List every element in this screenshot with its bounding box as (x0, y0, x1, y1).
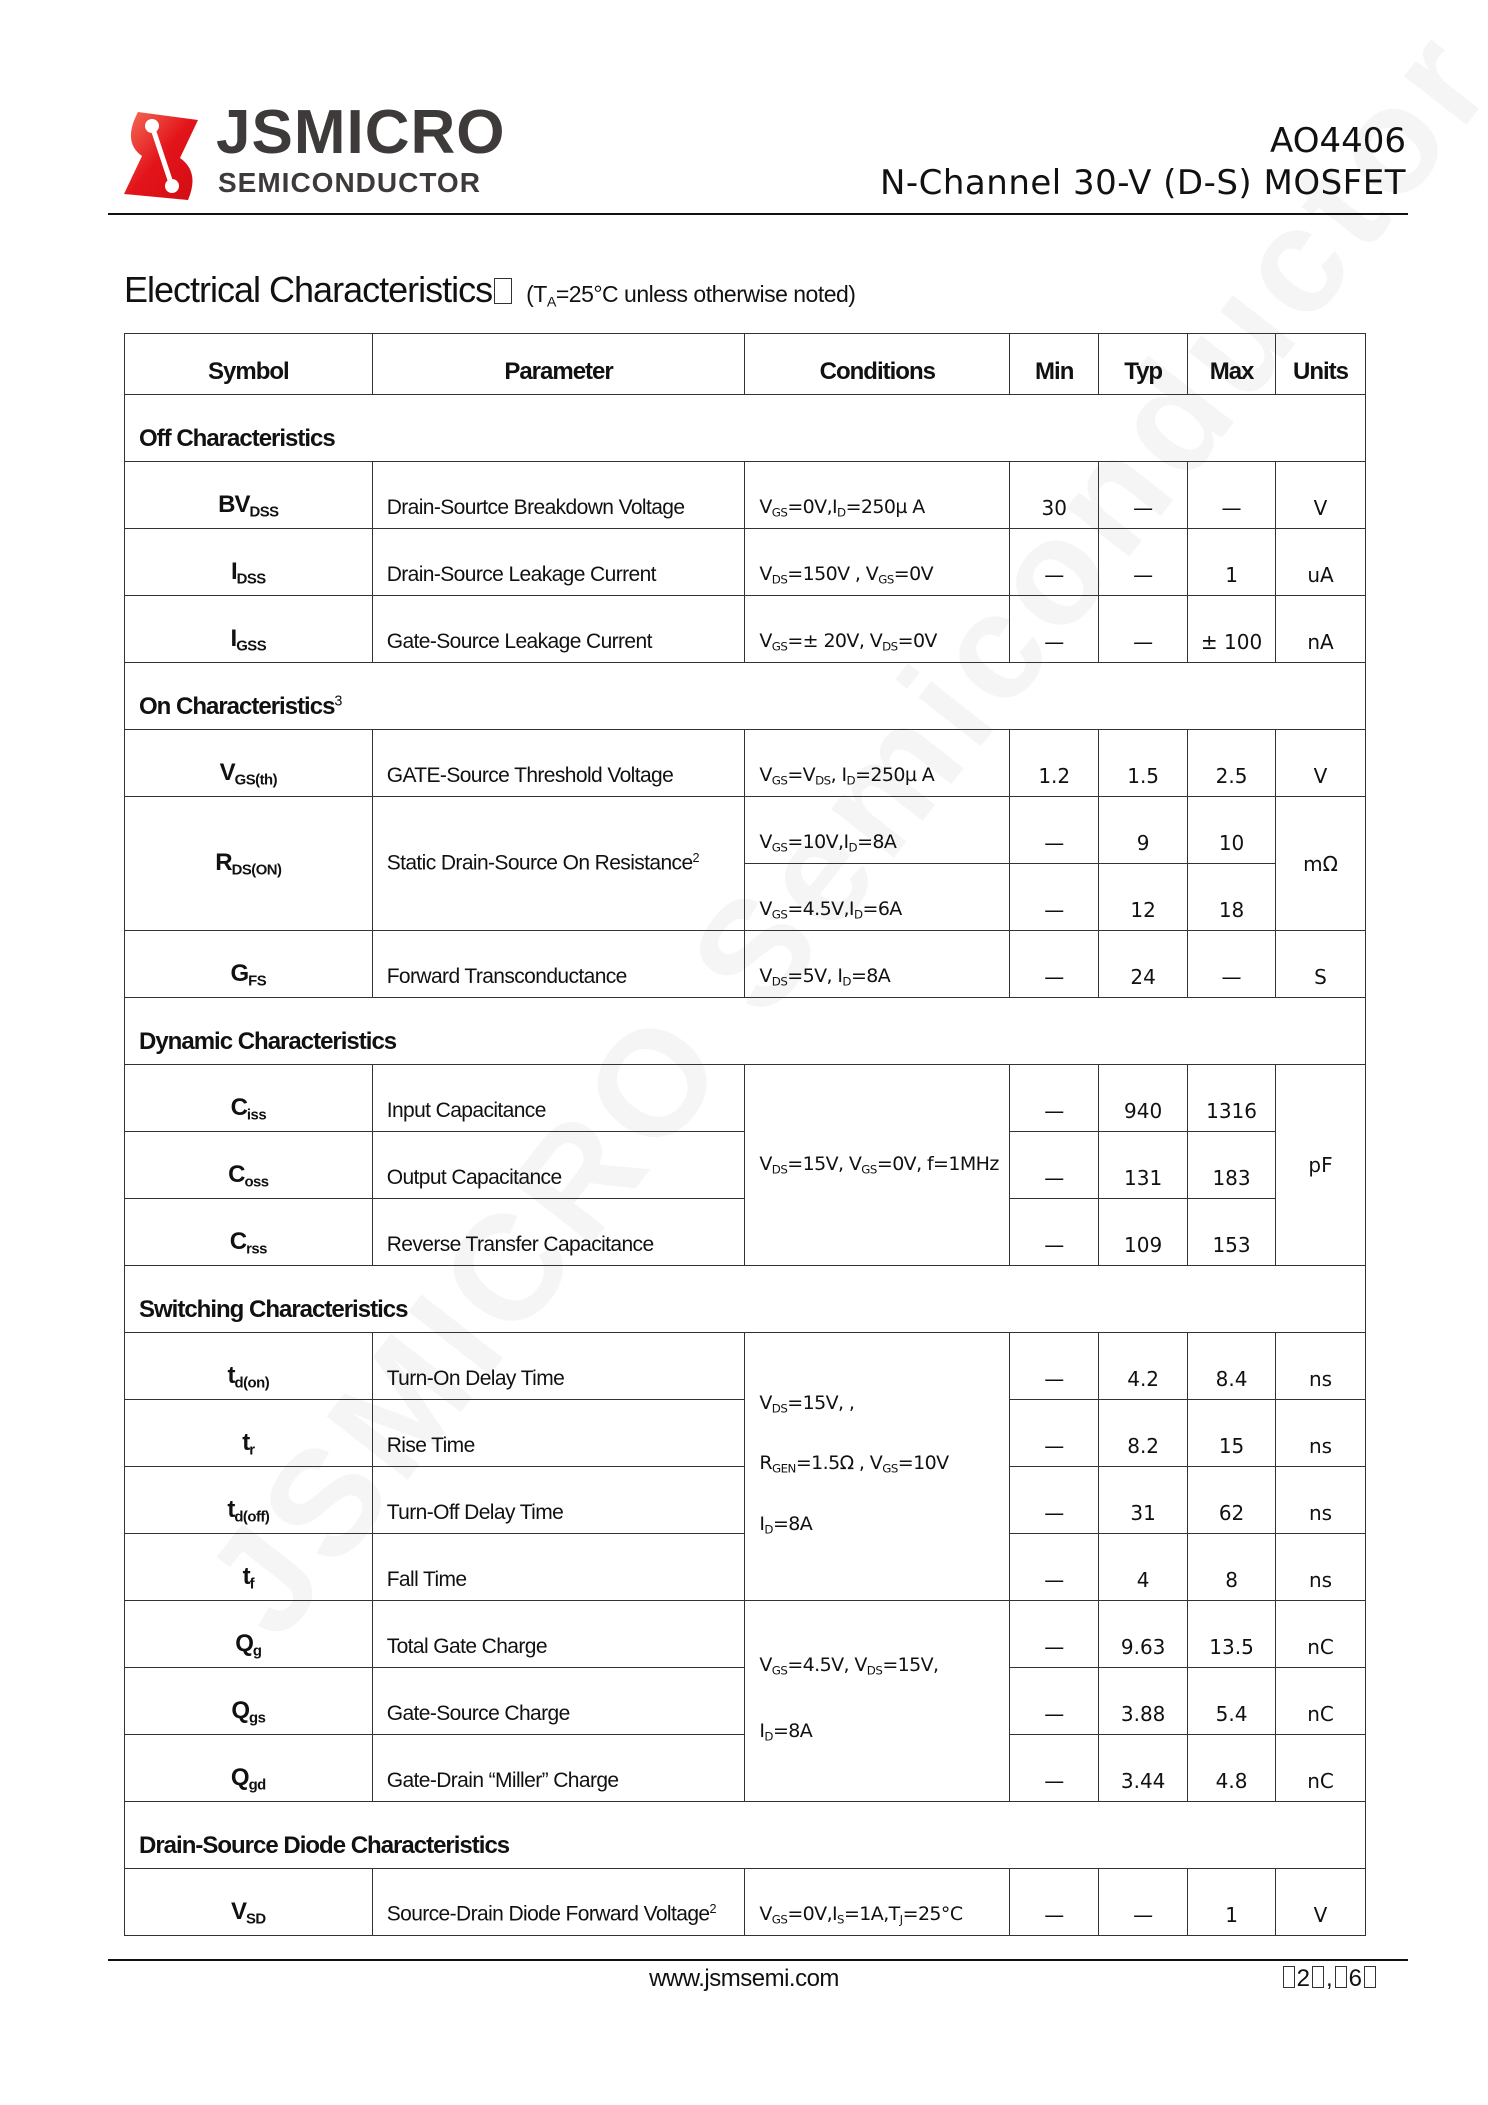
symbol-cell: $t_{d(on)}$ (125, 1333, 373, 1400)
parameter-cell: Drain-Sourtce Breakdown Voltage (372, 462, 745, 529)
group-off (125, 395, 1366, 462)
unit-cell: V (1276, 1869, 1366, 1936)
max-cell: 1316 (1188, 1065, 1276, 1132)
parameter-cell: Gate-Drain “Miller” Charge (372, 1735, 745, 1802)
min-cell: — (1010, 931, 1099, 998)
max-cell: 1 (1188, 1869, 1276, 1936)
unit-cell: nC (1276, 1735, 1366, 1802)
group-label: On Characteristics$^3$ (125, 663, 1366, 730)
conditions-cell: $V_{GS}=0V,I_S=1A,T_J=25^\circ C$ (745, 1869, 1010, 1936)
company-logo (120, 98, 506, 206)
max-cell: 1 (1188, 529, 1276, 596)
parameter-cell: Rise Time (372, 1400, 745, 1467)
unit-cell: ns (1276, 1534, 1366, 1601)
typ-cell: 4.2 (1099, 1333, 1188, 1400)
col-header-min: Min (1010, 334, 1099, 395)
missing-glyph-icon (1312, 1966, 1324, 1988)
min-cell: — (1010, 1534, 1099, 1601)
parameter-cell: Static Drain-Source On Resistance$^2$ (372, 797, 745, 931)
symbol-cell: $R_{DS(ON)}$ (125, 797, 373, 931)
typ-cell: 4 (1099, 1534, 1188, 1601)
min-cell: — (1010, 1065, 1099, 1132)
unit-cell: nC (1276, 1601, 1366, 1668)
max-cell: 183 (1188, 1132, 1276, 1199)
parameter-cell: Gate-Source Charge (372, 1668, 745, 1735)
min-cell: — (1010, 864, 1099, 931)
section-note: ($T_A=25^\circ C$ unless otherwise noted) (526, 281, 856, 311)
conditions-cell: $V_{GS}=4.5V,I_D=6A$ (745, 864, 1010, 931)
part-description: N-Channel 30-V (D-S) MOSFET (879, 163, 1406, 203)
min-cell: — (1010, 1333, 1099, 1400)
parameter-cell: Source-Drain Diode Forward Voltage$^2$ (372, 1869, 745, 1936)
max-cell: 153 (1188, 1199, 1276, 1266)
footer-website: www.jsmsemi.com (649, 1965, 839, 1992)
group-switching (125, 1266, 1366, 1333)
page-number: 2 , 6 (1281, 1965, 1378, 1993)
brand-subtitle: SEMICONDUCTOR (218, 167, 481, 198)
conditions-cell: $V_{GS}=10V,I_D=8A$ (745, 797, 1010, 864)
table-header-row (125, 334, 1366, 395)
symbol-cell: $C_{rss}$ (125, 1199, 373, 1266)
symbol-cell: $Q_{gd}$ (125, 1735, 373, 1802)
table-row (125, 596, 1366, 663)
table-row (125, 1065, 1366, 1132)
missing-glyph-icon (1335, 1966, 1347, 1988)
min-cell: — (1010, 529, 1099, 596)
unit-cell: ns (1276, 1400, 1366, 1467)
table-row (125, 730, 1366, 797)
group-label: Dynamic Characteristics (125, 998, 1366, 1065)
typ-cell: 3.44 (1099, 1735, 1188, 1802)
max-cell: 4.8 (1188, 1735, 1276, 1802)
conditions-cell: $V_{GS}=V_{DS}$, $I_D=250\mu$ A (745, 730, 1010, 797)
typ-cell: 940 (1099, 1065, 1188, 1132)
min-cell: — (1010, 1735, 1099, 1802)
typ-cell: 109 (1099, 1199, 1188, 1266)
parameter-cell: Gate-Source Leakage Current (372, 596, 745, 663)
max-cell: — (1188, 931, 1276, 998)
typ-cell: — (1099, 529, 1188, 596)
jsmicro-s-logo-icon (120, 106, 202, 204)
typ-cell: 12 (1099, 864, 1188, 931)
min-cell: 1.2 (1010, 730, 1099, 797)
group-diode (125, 1802, 1366, 1869)
section-title-text: Electrical Characteristics (124, 269, 493, 310)
max-cell: ± 100 (1188, 596, 1276, 663)
typ-cell: — (1099, 596, 1188, 663)
unit-cell: nC (1276, 1668, 1366, 1735)
conditions-cell: $V_{GS}=0V,I_D=250\mu$ A (745, 462, 1010, 529)
table-row (125, 797, 1366, 864)
unit-cell: nA (1276, 596, 1366, 663)
conditions-cell: $V_{DS}=15V$, $V_{GS}=0V$, f=1MHz (745, 1065, 1010, 1266)
table-row (125, 462, 1366, 529)
symbol-cell: $t_r$ (125, 1400, 373, 1467)
group-on (125, 663, 1366, 730)
parameter-cell: Reverse Transfer Capacitance (372, 1199, 745, 1266)
unit-cell: V (1276, 462, 1366, 529)
part-number: AO4406 (1270, 121, 1406, 161)
typ-cell: — (1099, 1869, 1188, 1936)
group-label: Drain-Source Diode Characteristics (125, 1802, 1366, 1869)
table-row (125, 1601, 1366, 1668)
col-header-parameter: Parameter (372, 334, 745, 395)
typ-cell: 131 (1099, 1132, 1188, 1199)
max-cell: 8 (1188, 1534, 1276, 1601)
unit-cell: ns (1276, 1467, 1366, 1534)
col-header-typ: Typ (1099, 334, 1188, 395)
group-dynamic (125, 998, 1366, 1065)
min-cell: — (1010, 596, 1099, 663)
missing-glyph-icon (1364, 1966, 1376, 1988)
electrical-characteristics-table (124, 333, 1366, 1936)
symbol-cell: $G_{FS}$ (125, 931, 373, 998)
parameter-cell: Input Capacitance (372, 1065, 745, 1132)
max-cell: 13.5 (1188, 1601, 1276, 1668)
typ-cell: 8.2 (1099, 1400, 1188, 1467)
conditions-cell: $V_{DS}=15V$, , $R_{GEN}=1.5\Omega$ , $V_{GS}=10V$ $I_D=8A$ (745, 1333, 1010, 1601)
symbol-cell: $I_{DSS}$ (125, 529, 373, 596)
typ-cell: 1.5 (1099, 730, 1188, 797)
header-divider (108, 213, 1408, 215)
parameter-cell: GATE-Source Threshold Voltage (372, 730, 745, 797)
col-header-max: Max (1188, 334, 1276, 395)
conditions-cell: $V_{DS}=150V$ , $V_{GS}=0V$ (745, 529, 1010, 596)
min-cell: — (1010, 1400, 1099, 1467)
group-label: Off Characteristics (125, 395, 1366, 462)
max-cell: 2.5 (1188, 730, 1276, 797)
max-cell: — (1188, 462, 1276, 529)
min-cell: — (1010, 1601, 1099, 1668)
min-cell: — (1010, 797, 1099, 864)
symbol-cell: $V_{SD}$ (125, 1869, 373, 1936)
max-cell: 5.4 (1188, 1668, 1276, 1735)
max-cell: 8.4 (1188, 1333, 1276, 1400)
footer-divider (108, 1959, 1408, 1961)
max-cell: 62 (1188, 1467, 1276, 1534)
col-header-symbol: Symbol (125, 334, 373, 395)
min-cell: — (1010, 1132, 1099, 1199)
table-row (125, 1869, 1366, 1936)
symbol-cell: $BV_{DSS}$ (125, 462, 373, 529)
min-cell: — (1010, 1869, 1099, 1936)
min-cell: — (1010, 1467, 1099, 1534)
max-cell: 15 (1188, 1400, 1276, 1467)
missing-glyph-icon (494, 278, 512, 304)
min-cell: — (1010, 1668, 1099, 1735)
parameter-cell: Output Capacitance (372, 1132, 745, 1199)
section-title (124, 269, 856, 311)
symbol-cell: $Q_{gs}$ (125, 1668, 373, 1735)
unit-cell: mΩ (1276, 797, 1366, 931)
min-cell: — (1010, 1199, 1099, 1266)
typ-cell: — (1099, 462, 1188, 529)
symbol-cell: $Q_g$ (125, 1601, 373, 1668)
typ-cell: 24 (1099, 931, 1188, 998)
group-label: Switching Characteristics (125, 1266, 1366, 1333)
table-row (125, 931, 1366, 998)
missing-glyph-icon (1283, 1966, 1295, 1988)
parameter-cell: Drain-Source Leakage Current (372, 529, 745, 596)
symbol-cell: $t_{d(off)}$ (125, 1467, 373, 1534)
parameter-cell: Total Gate Charge (372, 1601, 745, 1668)
unit-cell: uA (1276, 529, 1366, 596)
typ-cell: 9 (1099, 797, 1188, 864)
max-cell: 18 (1188, 864, 1276, 931)
typ-cell: 31 (1099, 1467, 1188, 1534)
unit-cell: S (1276, 931, 1366, 998)
conditions-cell: $V_{GS}=\pm 20V$, $V_{DS}=0V$ (745, 596, 1010, 663)
parameter-cell: Fall Time (372, 1534, 745, 1601)
symbol-cell: $V_{GS(th)}$ (125, 730, 373, 797)
table-row (125, 529, 1366, 596)
parameter-cell: Turn-On Delay Time (372, 1333, 745, 1400)
conditions-cell: $V_{DS}=5V$, $I_D=8A$ (745, 931, 1010, 998)
col-header-conditions: Conditions (745, 334, 1010, 395)
conditions-cell: $V_{GS}=4.5V$, $V_{DS}=15V$, $I_D=8A$ (745, 1601, 1010, 1802)
col-header-units: Units (1276, 334, 1366, 395)
typ-cell: 3.88 (1099, 1668, 1188, 1735)
max-cell: 10 (1188, 797, 1276, 864)
symbol-cell: $t_f$ (125, 1534, 373, 1601)
typ-cell: 9.63 (1099, 1601, 1188, 1668)
symbol-cell: $C_{oss}$ (125, 1132, 373, 1199)
unit-cell: V (1276, 730, 1366, 797)
unit-cell: pF (1276, 1065, 1366, 1266)
parameter-cell: Forward Transconductance (372, 931, 745, 998)
brand-name: JSMICRO (216, 98, 506, 167)
symbol-cell: $I_{GSS}$ (125, 596, 373, 663)
min-cell: 30 (1010, 462, 1099, 529)
symbol-cell: $C_{iss}$ (125, 1065, 373, 1132)
parameter-cell: Turn-Off Delay Time (372, 1467, 745, 1534)
unit-cell: ns (1276, 1333, 1366, 1400)
table-row (125, 1333, 1366, 1400)
